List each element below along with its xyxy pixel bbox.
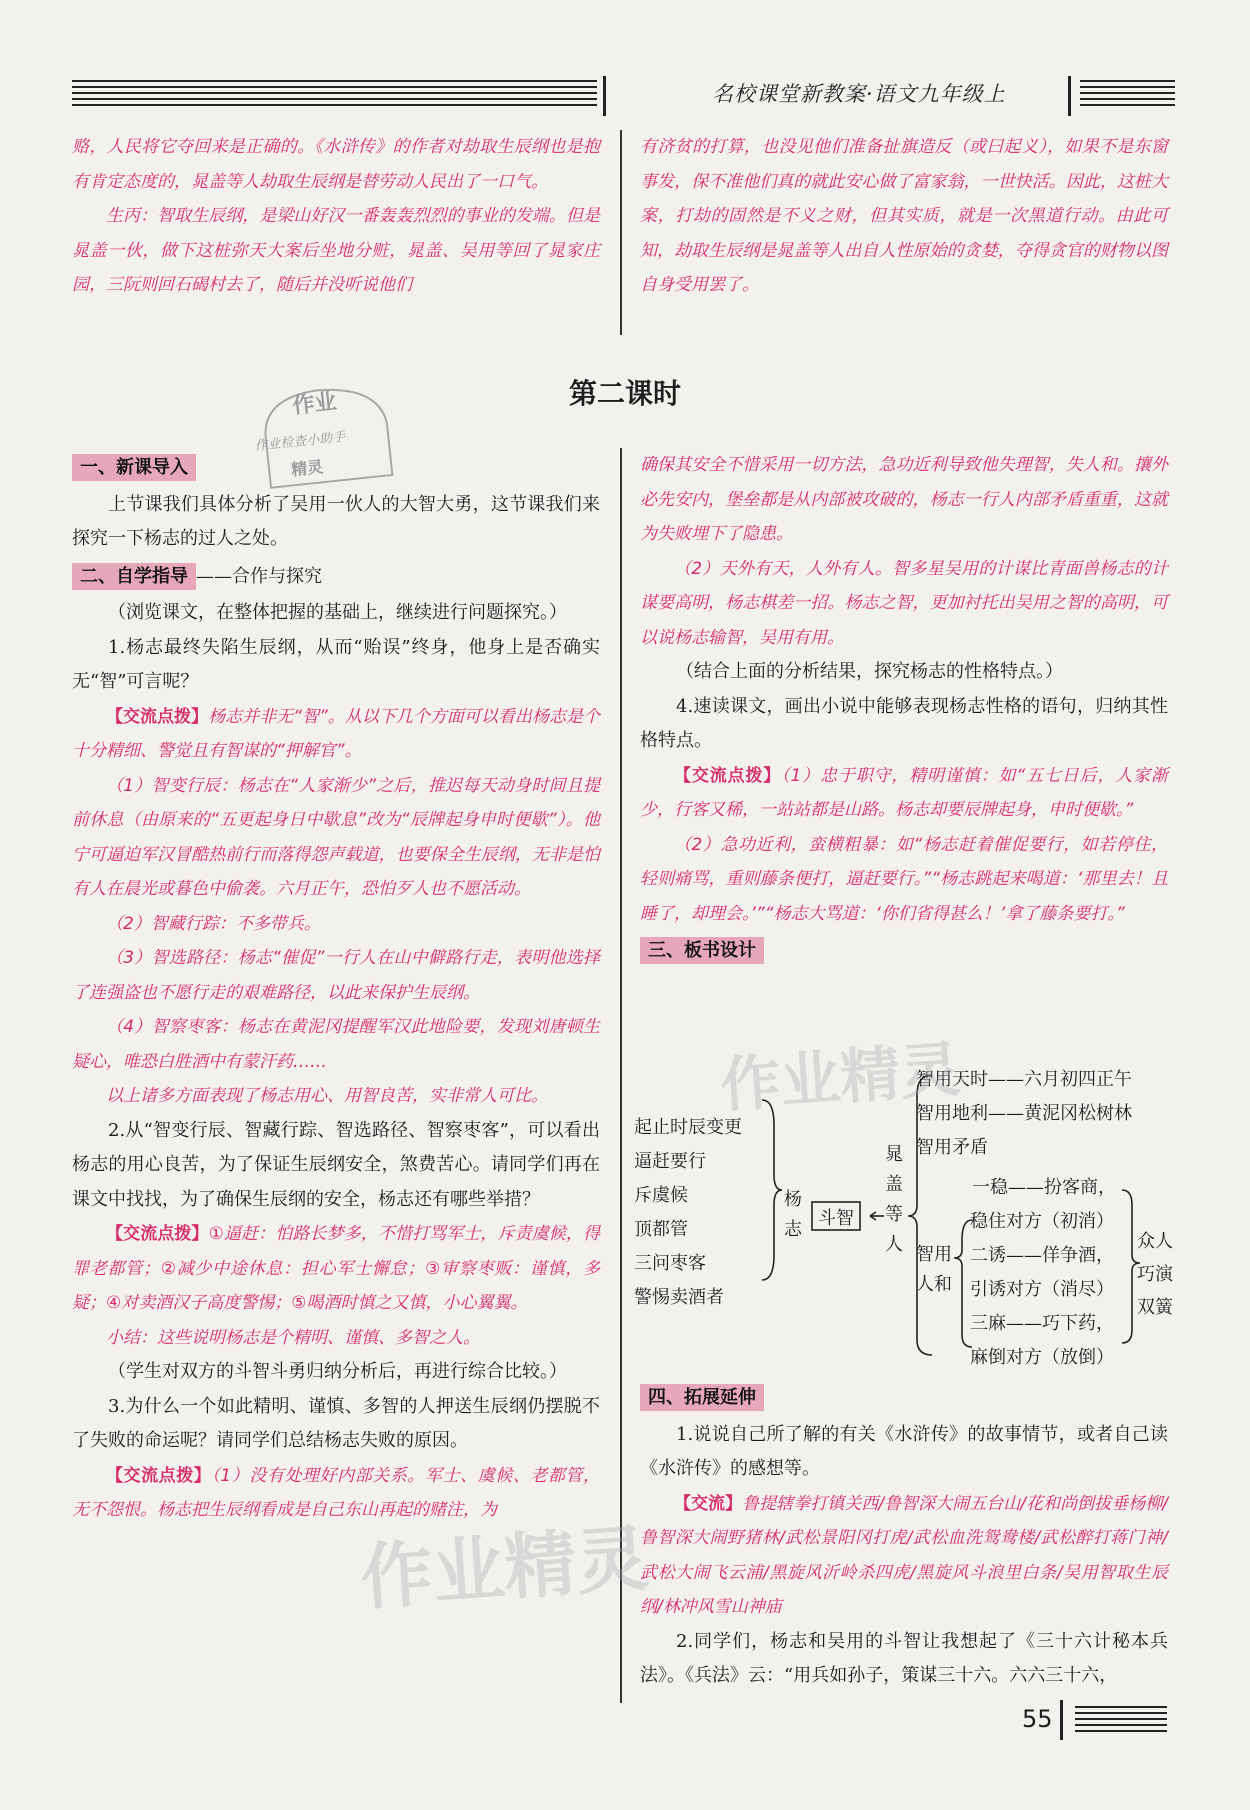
board-step: 稳住对方（初消） (970, 1211, 1114, 1232)
answer-text: （2）智藏行踪：不多带兵。 (106, 913, 321, 934)
answer-text: （2）急功近利，蛮横粗暴：如“杨志赶着催促要行，如若停住，轻则痛骂，重则藤条便打，逼赶要行。”“杨志跳起来喝道：‘那里去！且睡了，却理会。’”“杨志大骂道：‘你们省得甚么！’拿了藤条要打。” (640, 834, 1168, 924)
board-item: 斥虞候 (634, 1185, 688, 1206)
paragraph: 赂，人民将它夺回来是正确的。《水浒传》的作者对劫取生辰纲也是抱有肯定态度的，晁盖等人劫取生辰纲是替劳动人民出了一口气。 (72, 137, 600, 192)
answer-text: （2）天外有天，人外有人。智多星吴用的计谋比青面兽杨志的计谋要高明，杨志棋差一招。杨志之智，更加衬托出吴用之智的高明，可以说杨志输智，吴用有用。 (640, 558, 1168, 648)
watermark: 作业精灵 (718, 1034, 963, 1122)
board-step: 麻倒对方（放倒） (970, 1347, 1114, 1368)
question: 1.说说自己所了解的有关《水浒传》的故事情节，或者自己读《水浒传》的感想等。 (640, 1423, 1168, 1479)
left-column (72, 448, 600, 1528)
answer-tag: 【交流】 (674, 1493, 743, 1514)
paragraph: 生丙：智取生辰纲，是梁山好汉一番轰轰烈烈的事业的发端。但是晁盖一伙，做下这桩弥天大案后坐地分赃，晁盖、吴用等回了晁家庄园，三阮则回石碣村去了，随后并没听说他们 (72, 206, 600, 295)
column-divider (620, 130, 622, 335)
section-heading: 二、自学指导 (72, 563, 196, 590)
board-role: 巧演 (1137, 1264, 1173, 1285)
answer-tag: 【交流点拨】 (674, 765, 782, 786)
header-divider (603, 76, 606, 116)
board-step: 二诱——佯争酒， (970, 1245, 1114, 1266)
answer-text: （3）智选路径：杨志“催促”一行人在山中僻路行走，表明他选择了连强盗也不愿行走的艰难路径，以此来保护生辰纲。 (72, 948, 600, 1003)
answer-tag: 【交流点拨】 (106, 1224, 209, 1244)
lesson-title: 第二课时 (568, 377, 681, 410)
answer-tag: 【交流点拨】 (106, 706, 209, 727)
board-item: 智用地利——黄泥冈松树林 (916, 1103, 1132, 1124)
stamp-text: 作业检查小助手 (253, 429, 346, 455)
answer-text: （4）智察枣客：杨志在黄泥冈提醒军汉此地险要，发现刘唐顿生疑心，唯恐白胜酒中有蒙汗药…… (72, 1017, 600, 1072)
paragraph: （浏览课文，在整体把握的基础上，继续进行问题探究。） (108, 602, 567, 623)
board-item: 起止时辰变更 (634, 1117, 742, 1138)
board-step: 一稳——扮客商， (972, 1177, 1116, 1198)
section-heading: 三、板书设计 (640, 937, 764, 964)
answer-tag: 【交流点拨】 (106, 1465, 212, 1486)
answer-text: 小结：这些说明杨志是个精明、谨慎、多智之人。 (106, 1327, 480, 1348)
board-item: 三问枣客 (634, 1253, 706, 1274)
question: 2.从“智变行辰、智藏行踪、智选路径、智察枣客”，可以看出杨志的用心良苦，为了保证生辰纲安全，煞费苦心。请同学们再在课文中找找，为了确保生辰纲的安全，杨志还有哪些举措？ (72, 1119, 600, 1210)
section-heading: 四、拓展延伸 (640, 1384, 764, 1411)
board-step: 引诱对方（消尽） (970, 1279, 1114, 1300)
board-item: 警惕卖酒者 (634, 1287, 724, 1308)
footer-divider (1060, 1700, 1063, 1740)
question: 3.为什么一个如此精明、谨慎、多智的人押送生辰纲仍摆脱不了失败的命运呢？请同学们总结杨志失败的原因。 (72, 1395, 600, 1451)
board-item: 智用矛盾 (916, 1137, 988, 1158)
right-column-lower (640, 1378, 1168, 1694)
board-center: 斗智 (818, 1208, 854, 1229)
answer-text: 鲁提辖拳打镇关西/鲁智深大闹五台山/花和尚倒拔垂杨柳/鲁智深大闹野猪林/武松景阳冈打虎/武松血洗鸳鸯楼/武松醉打蒋门神/武松大闹飞云浦/黑旋风沂岭杀四虎/黑旋风斗浪里白条/吴用智取生辰纲/林冲风雪山神庙 (640, 1493, 1168, 1617)
answer-text: （1）智变行辰：杨志在“人家渐少”之后，推迟每天动身时间且提前休息（由原来的“五更起身日中歇息”改为“辰牌起身申时便歇”）。他宁可逼迫军汉冒酷热前行而落得怨声载道，也要保全生辰纲，无非是怕有人在晨光或暮色中偷袭。六月正午，恐怕歹人也不愿活动。 (72, 775, 600, 899)
question: 2.同学们，杨志和吴用的斗智让我想起了《三十六计秘本兵法》。《兵法》云：“用兵如孙子，策谋三十六。六六三十六， (640, 1630, 1168, 1686)
watermark: 作业精灵 (357, 1515, 652, 1620)
stamp-text: 作业 (291, 388, 338, 419)
top-left-text (72, 130, 600, 303)
answer-text: （1）没有处理好内部关系。军士、虞候、老都管，无不怨恨。杨志把生辰纲看成是自己东山再起的赌注，为 (72, 1465, 600, 1520)
board-yangzhi: 杨志 (784, 1189, 802, 1240)
section-heading: 一、新课导入 (72, 454, 196, 481)
board-item: 顶都管 (634, 1219, 688, 1240)
header-rule-left (72, 80, 597, 110)
question: 1.杨志最终失陷生辰纲，从而“贻误”终身，他身上是否确实无“智”可言呢？ (72, 636, 600, 692)
board-step: 三麻——巧下药， (970, 1313, 1114, 1334)
board-item: 智用天时——六月初四正午 (916, 1069, 1132, 1090)
header-rule-right (1080, 80, 1175, 110)
section-subtitle: ——合作与探究 (196, 565, 322, 587)
footer-rule (1075, 1706, 1167, 1736)
board-role: 众人 (1137, 1231, 1173, 1252)
answer-text: 杨志并非无“智”。从以下几个方面可以看出杨志是个十分精细、警觉且有智谋的“押解官”。 (72, 706, 600, 761)
top-right-text (640, 130, 1168, 303)
answer-text: 以上诸多方面表现了杨志用心、用智良苦，实非常人可比。 (106, 1086, 548, 1106)
board-role: 双簧 (1137, 1297, 1173, 1318)
header-title: 名校课堂新教案·语文九年级上 (712, 82, 1006, 106)
board-chaogai: 晁盖等人 (885, 1144, 903, 1255)
paragraph: 上节课我们具体分析了吴用一伙人的大智大勇，这节课我们来探究一下杨志的过人之处。 (72, 493, 600, 549)
answer-text: （1）忠于职守，精明谨慎：如“五七日后，人家渐少，行客又稀，一站站都是山路。杨志却要辰牌起身，申时便歇。” (640, 765, 1169, 820)
paragraph: 有济贫的打算，也没见他们准备扯旗造反（或曰起义），如果不是东窗事发，保不准他们真的就此安心做了富家翁，一世快活。因此，这桩大案，打劫的固然是不义之财，但其实质，就是一次黑道行动。由此可知，劫取生辰纲是晁盖等人出自人性原始的贪婪，夺得贪官的财物以图自身受用罢了。 (640, 137, 1168, 295)
header-divider-right (1068, 76, 1071, 116)
page-number: 55 (1022, 1705, 1053, 1733)
board-item: 智用人和 (916, 1244, 952, 1295)
paragraph: （学生对双方的斗智斗勇归纳分析后，再进行综合比较。） (108, 1361, 567, 1382)
stamp-text: 精灵 (290, 457, 325, 480)
question: 4.速读课文，画出小说中能够表现杨志性格的语句，归纳其性格特点。 (640, 695, 1168, 751)
answer-text: 确保其安全不惜采用一切方法，急功近利导致他失理智，失人和。攘外必先安内，堡垒都是从内部被攻破的，杨志一行人内部矛盾重重，这就为失败埋下了隐患。 (640, 455, 1168, 544)
paragraph: （结合上面的分析结果，探究杨志的性格特点。） (676, 661, 1063, 682)
board-item: 逼赶要行 (634, 1151, 706, 1172)
answer-text: ①逼赶：怕路长梦多，不惜打骂军士，斥责虞候，得罪老都管；②减少中途休息：担心军士懈怠；③审察枣贩：谨慎，多疑；④对卖酒汉子高度警惕；⑤喝酒时慎之又慎，小心翼翼。 (72, 1224, 600, 1313)
right-column (640, 448, 1168, 971)
